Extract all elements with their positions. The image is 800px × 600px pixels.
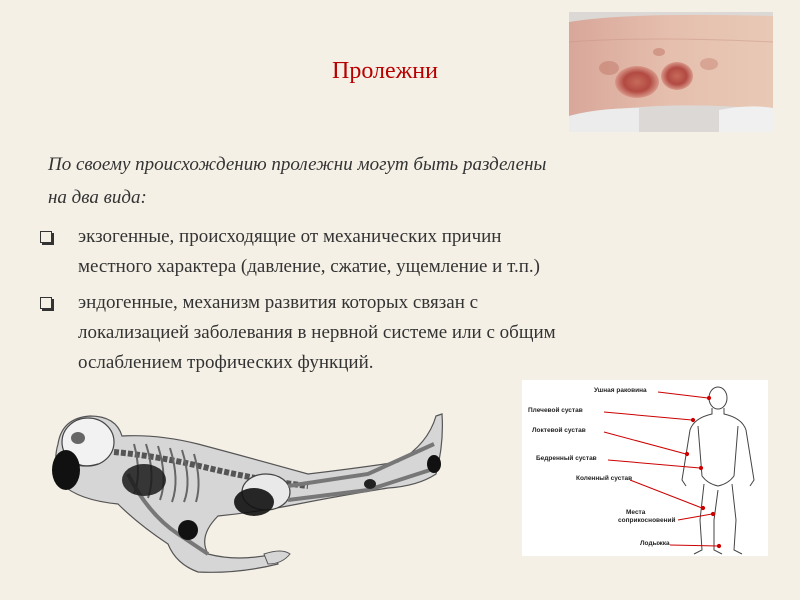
label-contact-places-2: соприкосновений xyxy=(618,517,676,524)
bullet-endogenous xyxy=(36,288,776,378)
bullet-exogenous xyxy=(36,222,776,282)
intro-line: По своему происхождению пролежни могут быть разделены xyxy=(48,154,547,175)
label-ear: Ушная раковина xyxy=(594,387,647,394)
wound-photo xyxy=(569,12,773,132)
bullet-line: локализацией заболевания в нервной системе или с общим xyxy=(78,322,556,343)
pressure-points-diagram xyxy=(522,380,768,556)
label-elbow: Локтевой сустав xyxy=(532,427,586,434)
label-hip: Бедренный сустав xyxy=(536,455,597,462)
label-knee: Коленный сустав xyxy=(576,475,633,482)
bullet-line: местного характера (давление, сжатие, ущемление и т.п.) xyxy=(78,256,540,277)
checkbox-bullet-icon xyxy=(40,231,52,243)
label-shoulder: Плечевой сустав xyxy=(528,407,583,414)
intro-text xyxy=(48,148,748,214)
lying-skeleton-illustration xyxy=(38,404,448,588)
bullet-line: эндогенные, механизм развития которых связан с xyxy=(78,292,479,313)
bullet-line: экзогенные, происходящие от механических причин xyxy=(78,226,502,247)
bullet-line: ослаблением трофических функций. xyxy=(78,352,374,373)
intro-line: на два вида: xyxy=(48,187,147,208)
checkbox-bullet-icon xyxy=(40,297,52,309)
bullet-list xyxy=(36,222,776,384)
slide-title: Пролежни xyxy=(332,58,438,84)
label-ankle: Лодыжка xyxy=(640,540,670,547)
label-contact-places: Места xyxy=(626,509,646,516)
